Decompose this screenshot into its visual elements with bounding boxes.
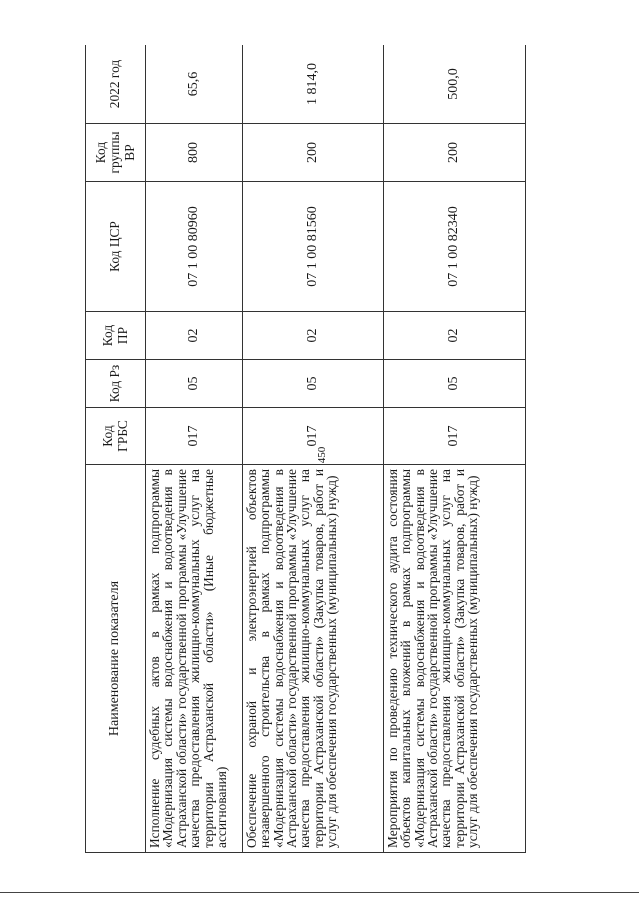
- row-pr: 02: [383, 312, 525, 360]
- row-vr: 800: [146, 124, 243, 182]
- bottom-divider: [0, 892, 639, 893]
- row-name: Исполнение судебных актов в рамках подпрограммы «Модернизация системы водоснабжения и водоотведения в Астраханской области» государственной программы «Улучшение качества предоставления жилищно-коммунальных услуг на территории Астраханской области» (Иные бюджетные ассигнования): [146, 465, 243, 853]
- page-number: 450: [316, 446, 328, 464]
- row-pr: 02: [146, 312, 243, 360]
- row-rz: 05: [146, 360, 243, 408]
- table-row: [383, 45, 525, 853]
- header-name: Наименование показателя: [86, 465, 146, 853]
- row-year: 500,0: [383, 45, 525, 124]
- row-grbs: 017: [383, 408, 525, 465]
- row-name: Мероприятия по проведению технического аудита состояния объектов капитальных вложений в рамках подпрограммы «Модернизация системы водоснабжения и водоотведения в Астраханской области» государственной программы «Улучшение качества предоставления жилищно-коммунальных услуг на территории Астраханской области» (Закупка товаров, работ и услуг для обеспечения государственных (муниципальных) нужд): [383, 465, 525, 853]
- row-grbs: 017: [146, 408, 243, 465]
- row-vr: 200: [242, 124, 383, 182]
- header-vr: Код группы ВР: [86, 124, 146, 182]
- table-header-row: [86, 45, 146, 853]
- row-year: 65,6: [146, 45, 243, 124]
- budget-table-frame: [85, 45, 526, 853]
- row-name: Обеспечение охраной и электроэнергией объектов незавершенного строительства в рамках подпрограммы «Модернизация системы водоснабжения и водоотведения в Астраханской области» государственной программы «Улучшение качества предоставления жилищно-коммунальных услуг на территории Астраханской области» (Закупка товаров, работ и услуг для обеспечения государственных (муниципальных) нужд): [242, 465, 383, 853]
- row-pr: 02: [242, 312, 383, 360]
- row-rz: 05: [242, 360, 383, 408]
- header-rz: Код Рз: [86, 360, 146, 408]
- budget-table: [85, 45, 526, 853]
- row-year: 1 814,0: [242, 45, 383, 124]
- header-year: 2022 год: [86, 45, 146, 124]
- row-csr: 07 1 00 80960: [146, 182, 243, 312]
- row-csr: 07 1 00 81560: [242, 182, 383, 312]
- header-csr: Код ЦСР: [86, 182, 146, 312]
- row-csr: 07 1 00 82340: [383, 182, 525, 312]
- header-pr: Код ПР: [86, 312, 146, 360]
- header-grbs: Код ГРБС: [86, 408, 146, 465]
- table-row: [146, 45, 243, 853]
- table-row: [242, 45, 383, 853]
- row-grbs: 017: [242, 408, 383, 465]
- row-rz: 05: [383, 360, 525, 408]
- rotated-table-container: [85, 45, 526, 853]
- row-vr: 200: [383, 124, 525, 182]
